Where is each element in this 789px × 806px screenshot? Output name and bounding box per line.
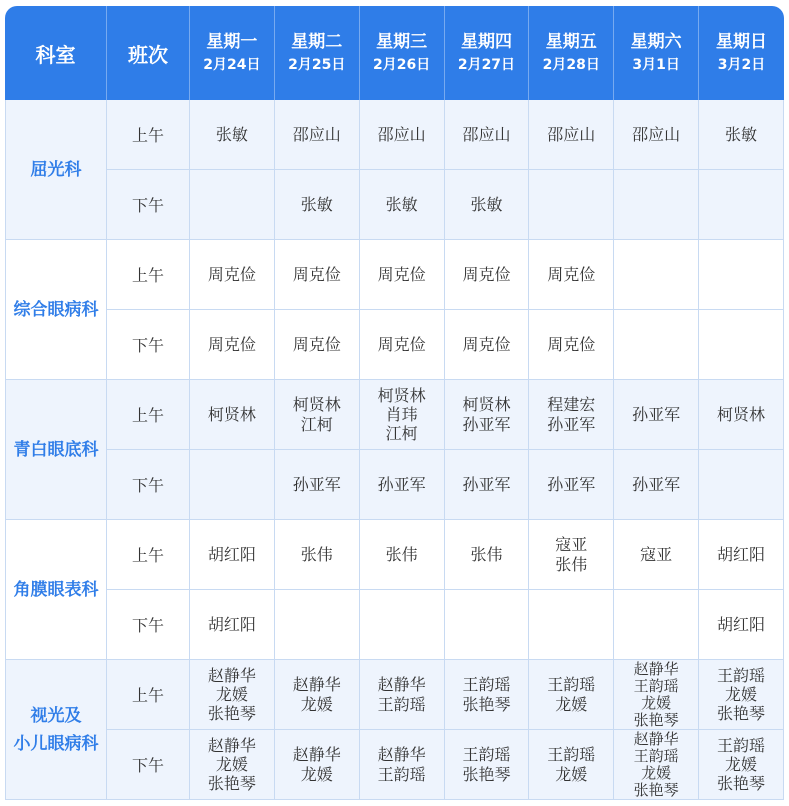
doctor-name: 孙亚军 — [462, 414, 511, 434]
doctor-cell — [614, 730, 699, 800]
schedule-row — [5, 730, 784, 800]
doctor-name: 龙媛 — [641, 763, 672, 782]
department-cell: 角膜眼表科 — [5, 520, 107, 660]
schedule-row — [5, 520, 784, 590]
doctor-name: 王韵瑶 — [633, 676, 679, 695]
doctor-name: 周克俭 — [547, 334, 596, 354]
doctor-name: 龙媛 — [215, 685, 248, 704]
weekday-label: 星期一 — [206, 32, 258, 52]
doctor-cell — [445, 730, 530, 800]
day-header-friday — [529, 6, 614, 100]
doctor-cell — [445, 380, 530, 450]
doctor-cell — [275, 170, 360, 240]
doctor-cell — [360, 380, 445, 450]
shift-label: 上午 — [107, 240, 190, 310]
doctor-cell — [190, 660, 275, 730]
doctor-cell — [614, 520, 699, 590]
date-label: 2月25日 — [288, 57, 346, 73]
doctor-cell — [614, 100, 699, 170]
doctor-name: 江柯 — [385, 424, 418, 443]
doctor-cell — [445, 450, 530, 520]
doctor-name: 程建宏 — [547, 394, 596, 414]
doctor-name: 胡红阳 — [717, 614, 766, 634]
doctor-name: 龙媛 — [300, 694, 333, 714]
doctor-cell — [699, 450, 784, 520]
shift-label: 下午 — [107, 170, 190, 240]
doctor-name: 胡红阳 — [717, 544, 766, 564]
shift-label: 下午 — [107, 730, 190, 800]
day-header-thursday — [445, 6, 530, 100]
doctor-name: 张敏 — [385, 194, 418, 214]
doctor-cell — [529, 310, 614, 380]
schedule-table — [5, 6, 784, 800]
date-label: 2月28日 — [542, 57, 600, 73]
doctor-cell — [614, 590, 699, 660]
doctor-name: 孙亚军 — [547, 474, 596, 494]
doctor-cell — [445, 240, 530, 310]
doctor-name: 王韵瑶 — [377, 764, 426, 784]
doctor-name: 张敏 — [470, 194, 503, 214]
schedule-body — [5, 100, 784, 800]
doctor-cell — [614, 310, 699, 380]
doctor-name: 王韵瑶 — [633, 746, 679, 765]
doctor-name: 王韵瑶 — [377, 694, 426, 714]
doctor-cell — [699, 380, 784, 450]
doctor-cell — [275, 380, 360, 450]
doctor-cell — [529, 450, 614, 520]
doctor-name: 孙亚军 — [292, 474, 341, 494]
doctor-name: 张敏 — [725, 124, 758, 144]
schedule-row — [5, 660, 784, 730]
doctor-cell — [529, 100, 614, 170]
doctor-name: 孙亚军 — [462, 474, 511, 494]
doctor-name: 张伟 — [555, 554, 588, 574]
doctor-cell — [275, 310, 360, 380]
doctor-cell — [275, 240, 360, 310]
doctor-name: 张艳琴 — [462, 694, 511, 714]
doctor-name: 龙媛 — [215, 755, 248, 774]
doctor-name: 孙亚军 — [632, 404, 681, 424]
doctor-cell — [360, 730, 445, 800]
doctor-name: 周克俭 — [377, 334, 426, 354]
doctor-cell — [360, 100, 445, 170]
schedule-row — [5, 240, 784, 310]
doctor-name: 柯贤林 — [462, 394, 511, 414]
doctor-cell — [190, 450, 275, 520]
doctor-name: 柯贤林 — [717, 404, 766, 424]
doctor-cell — [190, 240, 275, 310]
doctor-cell — [360, 450, 445, 520]
schedule-row — [5, 590, 784, 660]
doctor-cell — [275, 730, 360, 800]
day-header-sunday — [699, 6, 784, 100]
doctor-cell — [445, 100, 530, 170]
schedule-row — [5, 170, 784, 240]
doctor-cell — [445, 310, 530, 380]
doctor-name: 张敏 — [300, 194, 333, 214]
doctor-name: 邵应山 — [632, 124, 681, 144]
weekday-label: 星期四 — [460, 32, 512, 52]
doctor-name: 赵静华 — [377, 674, 426, 694]
doctor-cell — [529, 660, 614, 730]
doctor-name: 赵静华 — [292, 674, 341, 694]
department-cell: 青白眼底科 — [5, 380, 107, 520]
doctor-name: 张敏 — [215, 124, 248, 144]
doctor-name: 周克俭 — [547, 264, 596, 284]
shift-column-header: 班次 — [107, 6, 190, 100]
doctor-name: 柯贤林 — [207, 404, 256, 424]
schedule-row — [5, 310, 784, 380]
department-cell: 视光及 小儿眼病科 — [5, 660, 107, 800]
doctor-cell — [190, 520, 275, 590]
doctor-name: 柯贤林 — [292, 394, 341, 414]
doctor-cell — [360, 520, 445, 590]
doctor-name: 邵应山 — [292, 124, 341, 144]
schedule-row — [5, 450, 784, 520]
doctor-name: 龙媛 — [555, 694, 588, 714]
shift-label: 上午 — [107, 520, 190, 590]
doctor-name: 寇亚 — [640, 544, 673, 564]
date-label: 2月26日 — [372, 57, 431, 73]
doctor-name: 龙媛 — [555, 764, 588, 784]
doctor-name: 龙媛 — [300, 764, 333, 784]
doctor-name: 张艳琴 — [717, 774, 766, 793]
doctor-name: 邵应山 — [377, 124, 426, 144]
doctor-name: 孙亚军 — [377, 474, 426, 494]
doctor-name: 王韵瑶 — [717, 736, 766, 755]
doctor-name: 王韵瑶 — [717, 666, 766, 685]
doctor-name: 周克俭 — [462, 264, 511, 284]
doctor-cell — [190, 170, 275, 240]
doctor-cell — [699, 310, 784, 380]
doctor-name: 张伟 — [300, 544, 333, 564]
weekday-label: 星期六 — [630, 32, 682, 52]
doctor-cell — [190, 310, 275, 380]
doctor-cell — [190, 100, 275, 170]
weekday-label: 星期日 — [716, 32, 768, 52]
doctor-cell — [360, 660, 445, 730]
day-header-monday — [190, 6, 275, 100]
doctor-cell — [614, 170, 699, 240]
date-label: 2月27日 — [457, 57, 516, 73]
date-label: 3月1日 — [632, 57, 680, 73]
doctor-name: 张艳琴 — [633, 710, 679, 729]
doctor-cell — [529, 590, 614, 660]
shift-label: 上午 — [107, 660, 190, 730]
day-header-wednesday — [360, 6, 445, 100]
doctor-cell — [529, 240, 614, 310]
doctor-cell — [614, 660, 699, 730]
doctor-name: 张艳琴 — [462, 764, 511, 784]
doctor-name: 赵静华 — [377, 744, 426, 764]
doctor-name: 寇亚 — [555, 534, 588, 554]
schedule-row — [5, 100, 784, 170]
doctor-cell — [360, 590, 445, 660]
doctor-name: 邵应山 — [547, 124, 596, 144]
shift-label: 下午 — [107, 450, 190, 520]
doctor-cell — [445, 170, 530, 240]
date-label: 3月2日 — [717, 57, 766, 73]
doctor-name: 孙亚军 — [632, 474, 681, 494]
doctor-cell — [275, 520, 360, 590]
doctor-name: 柯贤林 — [377, 386, 426, 405]
doctor-cell — [275, 590, 360, 660]
doctor-cell — [699, 100, 784, 170]
doctor-name: 胡红阳 — [207, 614, 256, 634]
doctor-cell — [699, 240, 784, 310]
doctor-cell — [360, 170, 445, 240]
doctor-cell — [699, 590, 784, 660]
department-cell: 综合眼病科 — [5, 240, 107, 380]
doctor-name: 王韵瑶 — [547, 744, 596, 764]
doctor-name: 王韵瑶 — [462, 674, 511, 694]
doctor-cell — [699, 520, 784, 590]
shift-label: 上午 — [107, 380, 190, 450]
doctor-cell — [275, 660, 360, 730]
weekday-label: 星期五 — [545, 32, 597, 52]
doctor-name: 王韵瑶 — [547, 674, 596, 694]
doctor-name: 周克俭 — [207, 264, 256, 284]
doctor-cell — [190, 590, 275, 660]
weekday-label: 星期二 — [291, 32, 343, 52]
day-header-saturday — [614, 6, 699, 100]
doctor-name: 张艳琴 — [633, 780, 679, 799]
doctor-cell — [190, 380, 275, 450]
doctor-name: 龙媛 — [725, 685, 758, 704]
doctor-name: 赵静华 — [207, 736, 256, 755]
doctor-cell — [529, 730, 614, 800]
doctor-cell — [614, 450, 699, 520]
schedule-row — [5, 380, 784, 450]
doctor-name: 王韵瑶 — [462, 744, 511, 764]
weekday-label: 星期三 — [376, 32, 428, 52]
day-header-tuesday — [275, 6, 360, 100]
doctor-name: 周克俭 — [292, 264, 341, 284]
doctor-cell — [275, 450, 360, 520]
doctor-cell — [190, 730, 275, 800]
doctor-name: 张艳琴 — [207, 774, 256, 793]
doctor-name: 周克俭 — [207, 334, 256, 354]
date-label: 2月24日 — [203, 57, 261, 73]
shift-label: 下午 — [107, 310, 190, 380]
doctor-cell — [445, 660, 530, 730]
department-cell: 屈光科 — [5, 100, 107, 240]
header-row — [5, 6, 784, 100]
doctor-name: 赵静华 — [292, 744, 341, 764]
doctor-cell — [529, 380, 614, 450]
doctor-cell — [699, 170, 784, 240]
shift-label: 上午 — [107, 100, 190, 170]
doctor-name: 赵静华 — [633, 729, 679, 748]
doctor-name: 张艳琴 — [717, 704, 766, 723]
doctor-name: 胡红阳 — [207, 544, 256, 564]
doctor-name: 张伟 — [385, 544, 418, 564]
schedule-header — [5, 6, 784, 100]
doctor-cell — [699, 730, 784, 800]
shift-label: 下午 — [107, 590, 190, 660]
doctor-cell — [445, 590, 530, 660]
department-column-header: 科室 — [5, 6, 107, 100]
doctor-cell — [360, 310, 445, 380]
doctor-name: 龙媛 — [725, 755, 758, 774]
doctor-cell — [614, 380, 699, 450]
doctor-name: 周克俭 — [292, 334, 341, 354]
doctor-cell — [529, 520, 614, 590]
doctor-name: 周克俭 — [377, 264, 426, 284]
doctor-name: 孙亚军 — [547, 414, 596, 434]
doctor-name: 赵静华 — [207, 666, 256, 685]
doctor-cell — [699, 660, 784, 730]
doctor-cell — [529, 170, 614, 240]
doctor-cell — [614, 240, 699, 310]
doctor-name: 邵应山 — [462, 124, 511, 144]
doctor-cell — [445, 520, 530, 590]
doctor-name: 赵静华 — [633, 659, 679, 678]
doctor-name: 江柯 — [300, 414, 333, 434]
doctor-name: 张伟 — [470, 544, 503, 564]
doctor-cell — [275, 100, 360, 170]
doctor-name: 张艳琴 — [207, 704, 256, 723]
doctor-cell — [360, 240, 445, 310]
doctor-name: 肖玮 — [385, 405, 418, 424]
doctor-name: 周克俭 — [462, 334, 511, 354]
doctor-name: 龙媛 — [641, 693, 672, 712]
